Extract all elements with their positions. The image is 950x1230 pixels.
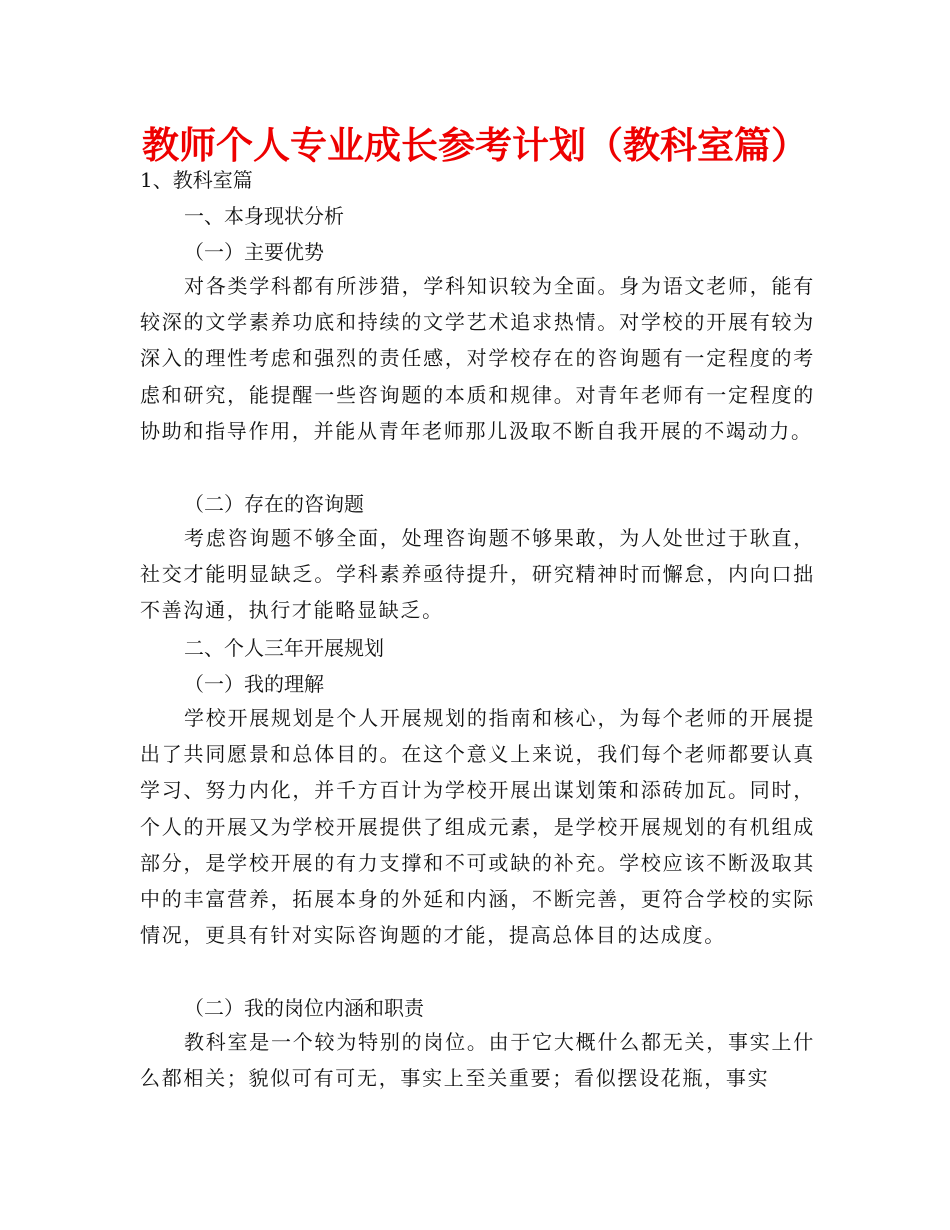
paragraph-post-duties: 教科室是一个较为特别的岗位。由于它大概什么都无关，事实上什么都相关；貌似可有可无，事实上至关重要；看似摆设花瓶，事实 — [140, 1030, 815, 1091]
subheading-existing-problems: （二）存在的咨询题 — [184, 492, 364, 516]
paragraph-strengths: 对各类学科都有所涉猎，学科知识较为全面。身为语文老师，能有较深的文学素养功底和持续的文学艺术追求热情。对学校的开展有较为深入的理性考虑和强烈的责任感，对学校存在的咨询题有一定程度的考虑和研究，能提醒一些咨询题的本质和规律。对青年老师有一定程度的协助和指导作用，并能从青年老师那儿汲取不断自我开展的不竭动力。 — [140, 274, 815, 443]
paragraph-understanding: 学校开展规划是个人开展规划的指南和核心，为每个老师的开展提出了共同愿景和总体目的。在这个意义上来说，我们每个老师都要认真学习、努力内化，并千方百计为学校开展出谋划策和添砖加瓦。同时，个人的开展又为学校开展提供了组成元素，是学校开展规划的有机组成部分，是学校开展的有力支撑和不可或缺的补充。学校应该不断汲取其中的丰富营养，拓展本身的外延和内涵，不断完善，更符合学校的实际情况，更具有针对实际咨询题的才能，提高总体目的达成度。 — [140, 706, 815, 948]
section-number-heading: 1、教科室篇 — [140, 168, 253, 192]
heading-three-year-plan: 二、个人三年开展规划 — [184, 636, 384, 660]
subheading-post-duties: （二）我的岗位内涵和职责 — [184, 996, 424, 1020]
heading-current-status: 一、本身现状分析 — [184, 204, 344, 228]
subheading-my-understanding: （一）我的理解 — [184, 672, 324, 696]
subheading-main-strengths: （一）主要优势 — [184, 240, 324, 264]
paragraph-problems: 考虑咨询题不够全面，处理咨询题不够果敢，为人处世过于耿直，社交才能明显缺乏。学科素养亟待提升，研究精神时而懈怠，内向口拙不善沟通，执行才能略显缺乏。 — [140, 526, 815, 623]
document-title: 教师个人专业成长参考计划（教科室篇） — [142, 124, 808, 167]
